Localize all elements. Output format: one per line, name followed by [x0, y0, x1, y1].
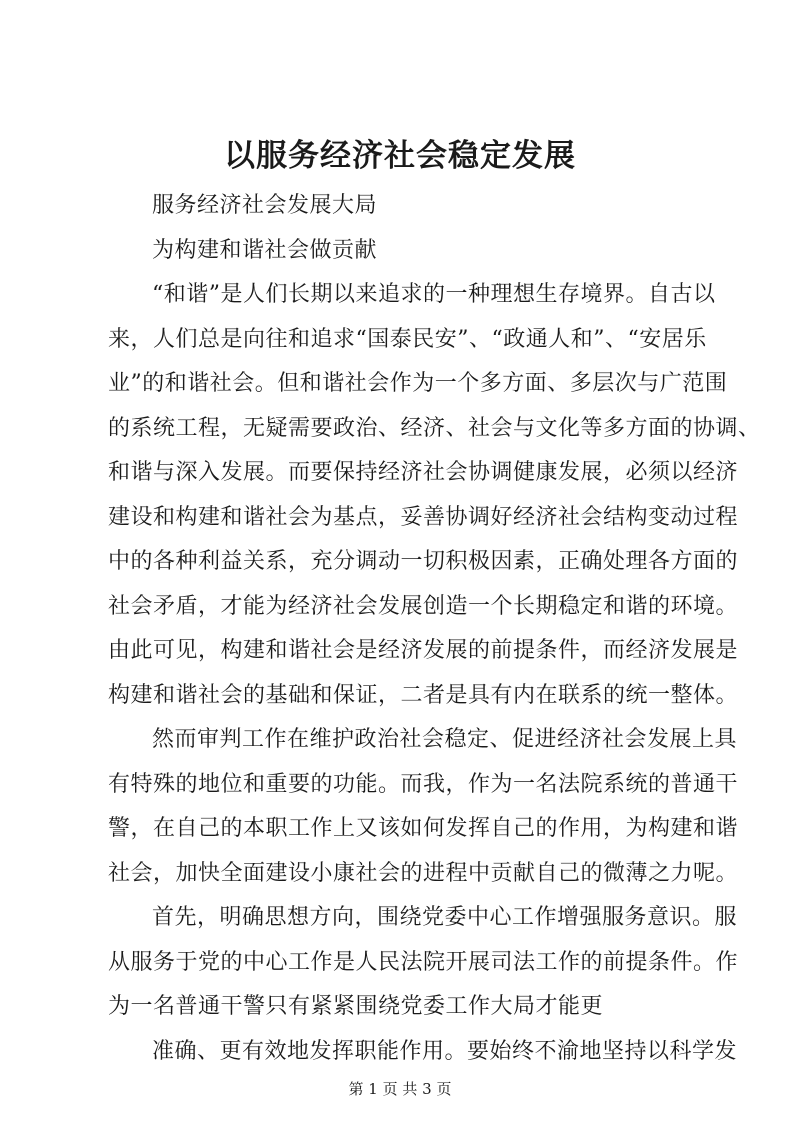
- text-line: 服务经济社会发展大局: [152, 193, 378, 218]
- text-line: 为构建和谐社会做贡献: [152, 237, 378, 263]
- text-line: 警，在自己的本职工作上又该如何发挥自己的作用，为构建和谐: [108, 816, 739, 841]
- text-line: 业”的和谐社会。但和谐社会作为一个多方面、多层次与广范围: [108, 371, 728, 396]
- text-line: 构建和谐社会的基础和保证，二者是具有内在联系的统一整体。: [108, 682, 739, 708]
- document-body: [108, 184, 761, 1074]
- text-line: 为一名普通干警只有紧紧围绕党委工作大局才能更: [108, 994, 604, 1019]
- text-line: 的系统工程，无疑需要政治、经济、社会与文化等多方面的协调、: [108, 415, 761, 441]
- text-line: 准确、更有效地发挥职能作用。要始终不渝地坚持以科学发: [152, 1038, 738, 1064]
- text-line: 中的各种利益关系，充分调动一切积极因素，正确处理各方面的: [108, 549, 739, 574]
- text-line: “和谐”是人们长期以来追求的一种理想生存境界。自古以: [152, 282, 716, 307]
- text-line: 有特殊的地位和重要的功能。而我，作为一名法院系统的普通干: [108, 771, 739, 797]
- text-line: 建设和构建和谐社会为基点，妥善协调好经济社会结构变动过程: [108, 504, 739, 530]
- text-line: 然而审判工作在维护政治社会稳定、促进经济社会发展上具: [152, 727, 738, 752]
- text-line: 和谐与深入发展。而要保持经济社会协调健康发展，必须以经济: [108, 460, 739, 485]
- text-line: 由此可见，构建和谐社会是经济发展的前提条件，而经济发展是: [108, 638, 739, 663]
- text-line: 来，人们总是向往和追求“国泰民安”、“政通人和”、“安居乐: [108, 326, 707, 352]
- text-line: 社会矛盾，才能为经济社会发展创造一个长期稳定和谐的环境。: [108, 593, 739, 619]
- document-title: 以服务经济社会稳定发展: [224, 138, 576, 174]
- text-line: 首先，明确思想方向，围绕党委中心工作增强服务意识。服: [152, 905, 738, 930]
- page-number-footer: 第 1 页 共 3 页: [348, 1080, 452, 1098]
- text-line: 社会，加快全面建设小康社会的进程中贡献自己的微薄之力呢。: [108, 860, 739, 886]
- text-line: 从服务于党的中心工作是人民法院开展司法工作的前提条件。作: [108, 949, 739, 975]
